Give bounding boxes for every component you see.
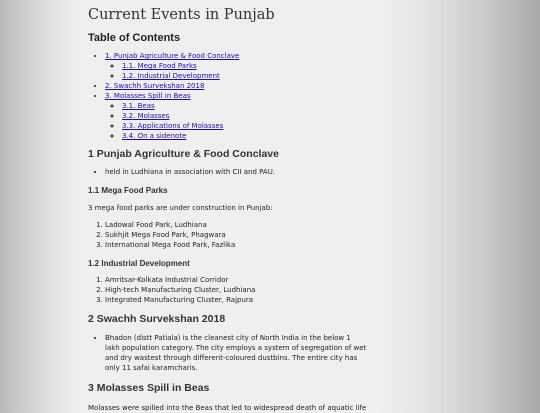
section-1-1-intro: 3 mega food parks are under construction in Punjab: [88, 204, 273, 212]
section-2-heading: 2 Swachh Survekshan 2018 [88, 313, 226, 325]
list-item: 2. High-tech Manufacturing Cluster, Ludhiana [105, 285, 378, 295]
list-item: • Bhadon (distt Patiala) is the cleanest city of North India in the below 1 lakh population category. The city employs a system of segregation of wet and dry wastest through different-coloured dustbins. The entire city has only 11 safai karamcharis. [105, 333, 367, 373]
toc-item [105, 91, 378, 141]
list-item: 1. Amritsar-Kolkata Industrial Corridor [105, 275, 378, 285]
document-page [88, 0, 378, 413]
toc-link-section-1-1[interactable]: 1.1. Mega Food Parks [122, 62, 197, 70]
toc-subitem [122, 61, 378, 71]
toc-item [105, 51, 378, 81]
list-item: 3. International Mega Food Park, Fazlika [105, 240, 378, 250]
industrial-development-list [88, 275, 378, 305]
toc-subitem [122, 71, 378, 81]
list-item: 1. Ladowal Food Park, Ludhiana [105, 220, 378, 230]
toc-link-section-3-3[interactable]: 3.3. Applications of Molasses [122, 122, 224, 130]
section-1-bullets [88, 167, 378, 177]
section-1-2-heading: 1.2 Industrial Development [88, 259, 190, 268]
toc-item [105, 81, 378, 91]
page-title: Current Events in Punjab [88, 7, 275, 23]
list-item: 2. Sukhjit Mega Food Park, Phagwara [105, 230, 378, 240]
toc-subitem [122, 101, 378, 111]
toc-link-section-1-2[interactable]: 1.2. Industrial Development [122, 72, 220, 80]
toc-link-section-2[interactable]: 2. Swachh Survekshan 2018 [105, 82, 205, 90]
section-2-bullets [88, 333, 378, 373]
toc-subitem [122, 111, 378, 121]
section-1-heading: 1 Punjab Agriculture & Food Conclave [88, 148, 279, 160]
toc-heading: Table of Contents [88, 32, 181, 44]
toc-link-section-3-2[interactable]: 3.2. Molasses [122, 112, 170, 120]
toc-subitem [122, 121, 378, 131]
toc-link-section-3[interactable]: 3. Molasses Spill in Beas [105, 92, 191, 100]
section-1-1-heading: 1.1 Mega Food Parks [88, 186, 168, 195]
section-3-intro: Molasses were spilled into the Beas that led to widespread death of aquatic life [88, 404, 367, 412]
list-item: 3. Integrated Manufacturing Cluster, Rajpura [105, 295, 378, 305]
toc-link-section-1[interactable]: 1. Punjab Agriculture & Food Conclave [105, 52, 240, 60]
toc-link-section-3-1[interactable]: 3.1. Beas [122, 102, 155, 110]
section-3-heading: 3 Molasses Spill in Beas [88, 382, 210, 394]
table-of-contents [88, 51, 378, 141]
toc-subitem [122, 131, 378, 141]
food-parks-list [88, 220, 378, 250]
list-item: • held in Ludhiana in association with CII and PAU. [105, 167, 378, 177]
toc-link-section-3-4[interactable]: 3.4. On a sidenote [122, 132, 187, 140]
